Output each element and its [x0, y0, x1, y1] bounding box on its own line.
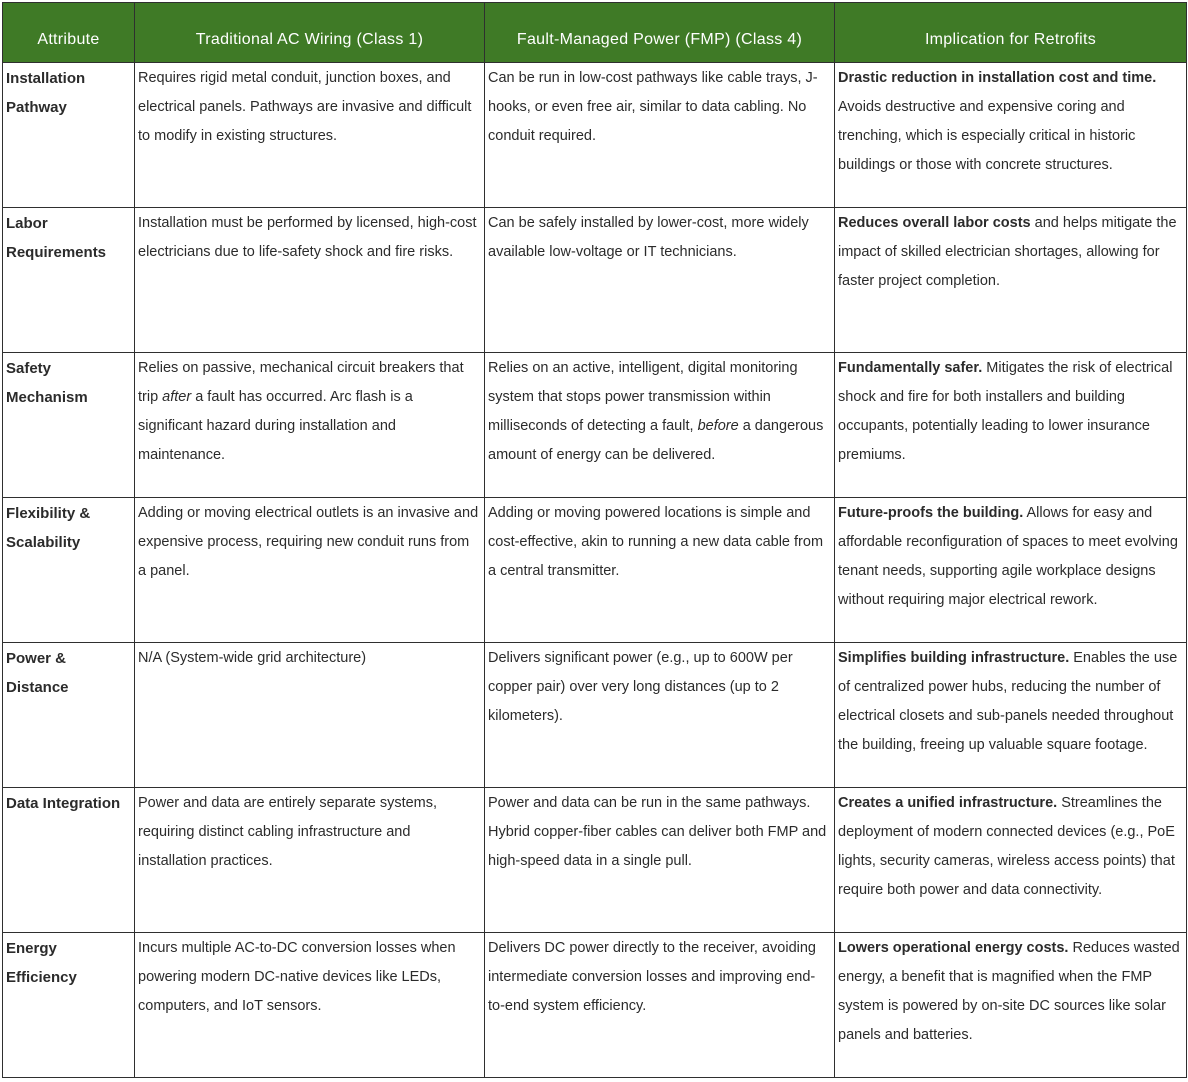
- fmp-cell: Delivers DC power directly to the receiver, avoiding intermediate conversion losses and improving end-to-end system efficiency.: [485, 933, 835, 1078]
- implication-lead: Creates a unified infrastructure.: [838, 795, 1058, 811]
- header-fmp: Fault-Managed Power (FMP) (Class 4): [485, 3, 835, 63]
- implication-lead: Simplifies building infrastructure.: [838, 650, 1070, 666]
- ac-cell: Incurs multiple AC-to-DC conversion losses when powering modern DC-native devices like LEDs, computers, and IoT sensors.: [135, 933, 485, 1078]
- implication-cell: [835, 643, 1187, 788]
- comparison-table-wrapper: [2, 2, 1186, 1078]
- implication-cell: [835, 208, 1187, 353]
- attribute-cell: Labor Requirements: [3, 208, 135, 353]
- implication-text: Streamlines the deployment of modern connected devices (e.g., PoE lights, security cameras, wireless access points) that require both power and data connectivity.: [838, 795, 1175, 898]
- table-row: [3, 788, 1187, 933]
- ac-cell: Adding or moving electrical outlets is an invasive and expensive process, requiring new conduit runs from a panel.: [135, 498, 485, 643]
- implication-lead: Lowers operational energy costs.: [838, 940, 1069, 956]
- ac-cell: Power and data are entirely separate systems, requiring distinct cabling infrastructure and installation practices.: [135, 788, 485, 933]
- ac-cell: N/A (System-wide grid architecture): [135, 643, 485, 788]
- implication-lead: Drastic reduction in installation cost and time.: [838, 70, 1157, 86]
- implication-lead: Fundamentally safer.: [838, 360, 983, 376]
- fmp-cell: Can be safely installed by lower-cost, more widely available low-voltage or IT technicians.: [485, 208, 835, 353]
- ac-cell: Requires rigid metal conduit, junction boxes, and electrical panels. Pathways are invasive and difficult to modify in existing structures.: [135, 63, 485, 208]
- ac-text-pre: Relies on passive, mechanical circuit breakers that trip: [138, 360, 464, 405]
- implication-text: Enables the use of centralized power hubs, reducing the number of electrical closets and sub-panels needed throughout the building, freeing up valuable square footage.: [838, 650, 1178, 753]
- fmp-text-post: a dangerous amount of energy can be delivered.: [488, 418, 824, 463]
- fmp-cell: Delivers significant power (e.g., up to 600W per copper pair) over very long distances (up to 2 kilometers).: [485, 643, 835, 788]
- table-row: [3, 498, 1187, 643]
- attribute-cell: Energy Efficiency: [3, 933, 135, 1078]
- implication-cell: [835, 788, 1187, 933]
- fmp-cell: Power and data can be run in the same pathways. Hybrid copper-fiber cables can deliver both FMP and high-speed data in a single pull.: [485, 788, 835, 933]
- implication-cell: [835, 933, 1187, 1078]
- implication-text: Allows for easy and affordable reconfiguration of spaces to meet evolving tenant needs, supporting agile workplace designs without requiring major electrical rework.: [838, 505, 1178, 608]
- ac-text-post: a fault has occurred. Arc flash is a significant hazard during installation and maintenance.: [138, 389, 413, 463]
- table-body: [3, 63, 1187, 1078]
- fmp-text-emphasis: before: [697, 418, 739, 434]
- implication-lead: Reduces overall labor costs: [838, 215, 1031, 231]
- table-header: [3, 3, 1187, 63]
- fmp-cell: [485, 353, 835, 498]
- implication-cell: [835, 63, 1187, 208]
- header-implication: Implication for Retrofits: [835, 3, 1187, 63]
- implication-text: Mitigates the risk of electrical shock and fire for both installers and building occupants, potentially leading to lower insurance premiums.: [838, 360, 1173, 463]
- attribute-cell: Data Integration: [3, 788, 135, 933]
- header-traditional-ac: Traditional AC Wiring (Class 1): [135, 3, 485, 63]
- implication-text: Reduces wasted energy, a benefit that is magnified when the FMP system is powered by on-site DC sources like solar panels and batteries.: [838, 940, 1180, 1043]
- ac-cell: Installation must be performed by licensed, high-cost electricians due to life-safety shock and fire risks.: [135, 208, 485, 353]
- table-row: [3, 63, 1187, 208]
- attribute-cell: Safety Mechanism: [3, 353, 135, 498]
- ac-cell: [135, 353, 485, 498]
- header-row: [3, 3, 1187, 63]
- table-row: [3, 643, 1187, 788]
- implication-cell: [835, 498, 1187, 643]
- table-row: [3, 353, 1187, 498]
- implication-text: Avoids destructive and expensive coring and trenching, which is especially critical in historic buildings or those with concrete structures.: [838, 99, 1136, 173]
- attribute-cell: Installation Pathway: [3, 63, 135, 208]
- table-row: [3, 208, 1187, 353]
- implication-lead: Future-proofs the building.: [838, 505, 1024, 521]
- fmp-cell: Can be run in low-cost pathways like cable trays, J-hooks, or even free air, similar to data cabling. No conduit required.: [485, 63, 835, 208]
- attribute-cell: Power & Distance: [3, 643, 135, 788]
- table-row: [3, 933, 1187, 1078]
- implication-text: and helps mitigate the impact of skilled electrician shortages, allowing for faster project completion.: [838, 215, 1177, 289]
- comparison-table: [2, 2, 1187, 1078]
- ac-text-emphasis: after: [162, 389, 192, 405]
- implication-cell: [835, 353, 1187, 498]
- attribute-cell: Flexibility & Scalability: [3, 498, 135, 643]
- header-attribute: Attribute: [3, 3, 135, 63]
- fmp-text-pre: Relies on an active, intelligent, digital monitoring system that stops power transmission within milliseconds of detecting a fault,: [488, 360, 798, 434]
- fmp-cell: Adding or moving powered locations is simple and cost-effective, akin to running a new data cable from a central transmitter.: [485, 498, 835, 643]
